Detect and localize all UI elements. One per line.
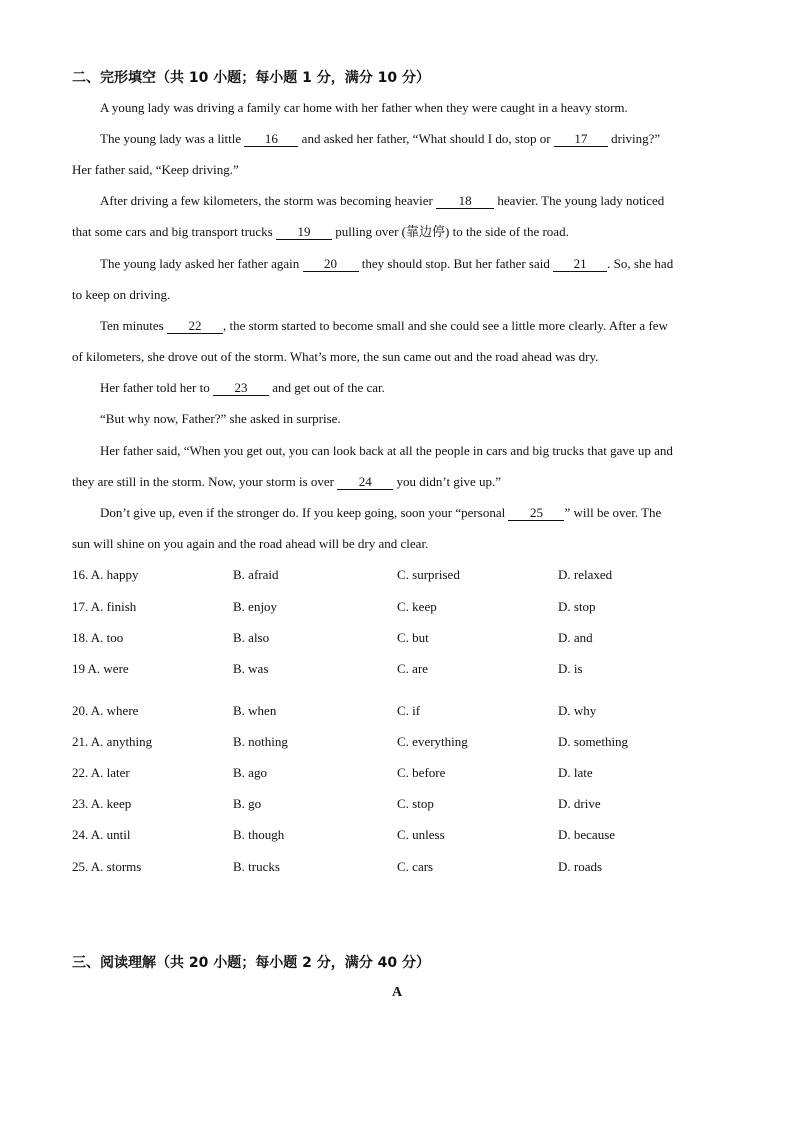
option-a: 18. A. too [72, 630, 124, 645]
blank-18: 18 [436, 194, 494, 209]
passage-line-15 [72, 536, 428, 552]
passage-text: “But why now, Father?” she asked in surprise. [100, 411, 341, 426]
option-a: 19 A. were [72, 661, 129, 676]
option-row [72, 734, 732, 750]
passage-line-13 [72, 474, 501, 490]
option-row [72, 859, 732, 875]
option-row [72, 661, 732, 677]
passage-text: The young lady asked her father again [100, 256, 303, 271]
option-d: D. why [558, 703, 597, 718]
option-b: B. also [233, 630, 270, 645]
passage-text: that some cars and big transport trucks [72, 224, 276, 239]
option-c: C. stop [397, 796, 434, 811]
section-3-title: 三、阅读理解（共 20 小题；每小题 2 分，满分 40 分） [72, 955, 430, 971]
passage-line-2 [100, 131, 660, 147]
option-a: 22. A. later [72, 765, 130, 780]
option-row [72, 827, 732, 843]
passage-text: A young lady was driving a family car home with her father when they were caught in a heavy storm. [100, 100, 628, 115]
passage-text: Her father said, “Keep driving.” [72, 162, 239, 177]
passage-line-10 [100, 380, 385, 396]
passage-line-4 [100, 193, 664, 209]
blank-20: 20 [303, 257, 359, 272]
option-a: 21. A. anything [72, 734, 153, 749]
option-d: D. roads [558, 859, 603, 874]
passage-text: they are still in the storm. Now, your storm is over [72, 474, 338, 489]
option-c: C. are [397, 661, 429, 676]
passage-text: Don’t give up, even if the stronger do. If you keep going, soon your “personal [100, 505, 509, 520]
option-a: 23. A. keep [72, 796, 132, 811]
option-a: 17. A. finish [72, 599, 137, 614]
passage-text: After driving a few kilometers, the storm was becoming heavier [100, 193, 437, 208]
passage-line-14 [100, 505, 661, 521]
option-d: D. because [558, 827, 616, 842]
option-row [72, 567, 732, 583]
option-c: C. if [397, 703, 421, 718]
blank-23: 23 [213, 381, 269, 396]
passage-text: sun will shine on you again and the road ahead will be dry and clear. [72, 536, 429, 551]
option-b: B. when [233, 703, 277, 718]
passage-text: The young lady was a little [100, 131, 245, 146]
option-a: 24. A. until [72, 827, 131, 842]
option-b: B. afraid [233, 567, 279, 582]
option-b: B. enjoy [233, 599, 278, 614]
option-a: 25. A. storms [72, 859, 142, 874]
option-a: 20. A. where [72, 703, 139, 718]
passage-line-8 [100, 318, 668, 334]
blank-17: 17 [554, 132, 608, 147]
option-c: C. unless [397, 827, 445, 842]
option-b: B. nothing [233, 734, 288, 749]
option-c: C. keep [397, 599, 437, 614]
option-c: C. cars [397, 859, 434, 874]
blank-24: 24 [337, 475, 393, 490]
passage-text: Ten minutes [100, 318, 167, 333]
option-d: D. stop [558, 599, 596, 614]
passage-text: Her father told her to [100, 380, 213, 395]
option-row [72, 630, 732, 646]
passage-text: of kilometers, she drove out of the storm. What’s more, the sun came out and the road ahead was dry. [72, 349, 599, 364]
passage-text: . So, she had [607, 256, 674, 271]
passage-line-1 [100, 100, 628, 116]
option-d: D. late [558, 765, 593, 780]
option-a: 16. A. happy [72, 567, 139, 582]
option-c: C. surprised [397, 567, 460, 582]
passage-text: you didn’t give up.” [393, 474, 501, 489]
passage-text: heavier. The young lady noticed [494, 193, 665, 208]
reading-part-label: A [391, 985, 403, 1000]
option-b: B. go [233, 796, 262, 811]
passage-text: driving?” [607, 131, 661, 146]
option-b: B. ago [233, 765, 267, 780]
option-row [72, 599, 732, 615]
option-row [72, 765, 732, 781]
passage-line-12 [100, 443, 673, 459]
option-c: C. before [397, 765, 446, 780]
option-row [72, 796, 732, 812]
passage-text: and get out of the car. [268, 380, 385, 395]
passage-text: Her father said, “When you get out, you can look back at all the people in cars and big trucks that gave up and [100, 443, 673, 458]
passage-text: , the storm started to become small and she could see a little more clearly. After a few [222, 318, 668, 333]
passage-text: and asked her father, “What should I do, stop or [298, 131, 554, 146]
passage-text: pulling over (靠边停) to the side of the road. [331, 224, 569, 239]
passage-line-9 [72, 349, 598, 365]
section-2-title: 二、完形填空（共 10 小题；每小题 1 分，满分 10 分） [72, 70, 430, 86]
passage-line-11 [100, 411, 341, 427]
passage-text: ” will be over. The [564, 505, 662, 520]
passage-text: they should stop. But her father said [358, 256, 554, 271]
option-b: B. was [233, 661, 269, 676]
blank-19: 19 [276, 225, 332, 240]
option-b: B. though [233, 827, 285, 842]
blank-21: 21 [553, 257, 607, 272]
passage-text: to keep on driving. [72, 287, 171, 302]
option-d: D. is [558, 661, 583, 676]
blank-16: 16 [244, 132, 298, 147]
option-c: C. but [397, 630, 429, 645]
option-c: C. everything [397, 734, 468, 749]
blank-25: 25 [508, 506, 564, 521]
option-d: D. something [558, 734, 629, 749]
option-b: B. trucks [233, 859, 280, 874]
blank-22: 22 [167, 319, 223, 334]
passage-line-7 [72, 287, 170, 303]
option-d: D. drive [558, 796, 601, 811]
passage-line-6 [100, 256, 673, 272]
passage-line-3 [72, 162, 239, 178]
passage-line-5 [72, 224, 569, 240]
option-row [72, 703, 732, 719]
option-d: D. relaxed [558, 567, 613, 582]
option-d: D. and [558, 630, 593, 645]
